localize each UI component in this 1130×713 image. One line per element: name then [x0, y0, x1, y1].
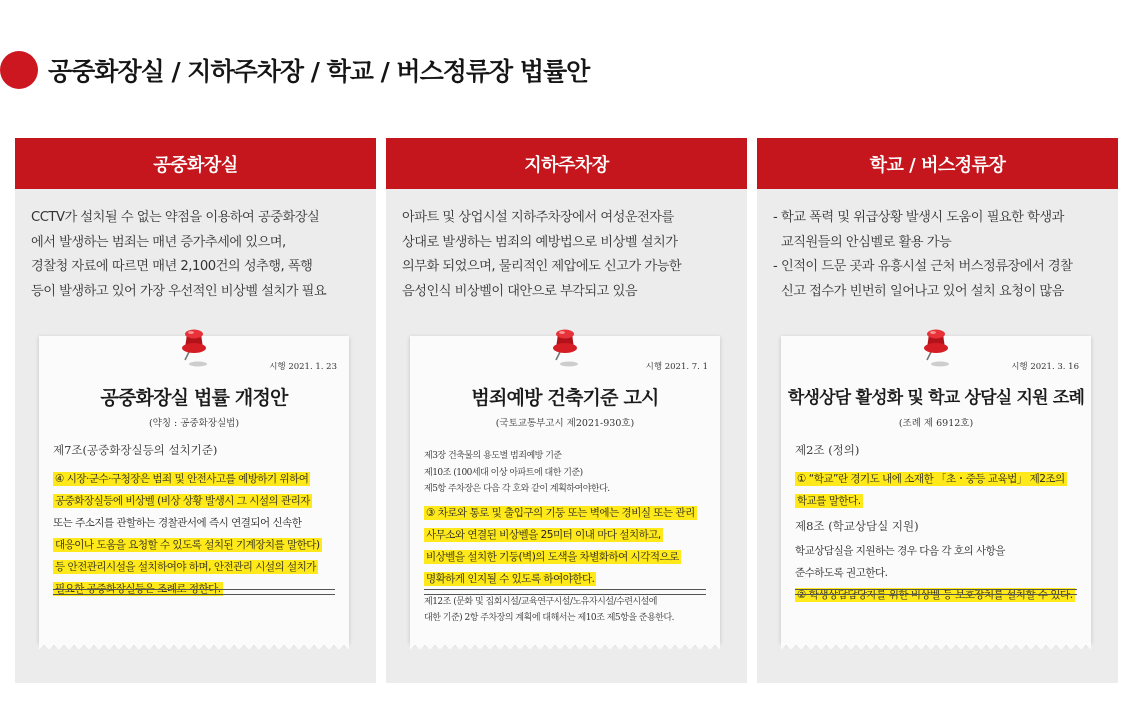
document-subtitle: (국토교통부고시 제2021-930호): [495, 418, 635, 429]
article-heading: 제8조 (학교상담실 지원): [795, 519, 919, 533]
push-pin-icon: [916, 326, 956, 368]
highlighted-text: 학교를 말한다.: [797, 495, 861, 507]
highlighted-text: 명확하게 인지될 수 있도록 하여야한다.: [426, 572, 595, 585]
clause-line: [795, 584, 1081, 606]
description-line: CCTV가 설치될 수 없는 약점을 이용하여 공중화장실: [31, 210, 320, 225]
double-rule: [53, 589, 335, 595]
highlighted-text: 공중화장실등에 비상벨 (비상 상황 발생시 그 시설의 관리자: [55, 495, 310, 507]
clause-line: [424, 502, 710, 524]
description-line: 아파트 및 상업시설 지하주차장에서 여성운전자를: [402, 210, 674, 225]
description-line: - 학교 폭력 및 위급상황 발생시 도움이 필요한 학생과: [773, 210, 1064, 225]
clause-line: [53, 534, 339, 556]
clause-line: 제12조 (문화 및 집회시설/교육연구시설/노유자시설/수련시설에: [424, 596, 657, 607]
highlighted-text: ④ 시장·군수·구청장은 범죄 및 안전사고를 예방하기 위하여: [55, 473, 309, 485]
highlighted-text: 필요한 공중화장실등은 조례로 정한다.: [55, 583, 221, 595]
description-line: 경찰청 자료에 따르면 매년 2,100건의 성추행, 폭행: [31, 259, 313, 274]
clause-line: 대한 기준) 2항 주차장의 계획에 대해서는 제10조 제5항을 준용한다.: [424, 613, 675, 623]
clause-line: [795, 468, 1081, 490]
effective-date: 시행 2021. 7. 1: [645, 362, 708, 372]
clause-line: [424, 546, 710, 568]
push-pin-icon: [174, 326, 214, 368]
red-circle-icon: [0, 51, 38, 89]
article-heading: 제7조(공중화장실등의 설치기준): [53, 443, 218, 457]
document-body: [53, 442, 339, 600]
double-rule: [795, 589, 1077, 595]
document-body: [424, 448, 710, 627]
document-title: 학생상담 활성화 및 학교 상담실 지원 조례: [787, 388, 1085, 408]
clause-line: [424, 524, 710, 546]
highlighted-text: ③ 차로와 통로 및 출입구의 기둥 또는 벽에는 경비실 또는 관리: [426, 506, 695, 519]
column-school-bus-stop: [757, 138, 1118, 683]
description-line: 교직원들의 안심벨로 활용 가능: [781, 234, 952, 250]
description-line: 신고 접수가 빈번히 일어나고 있어 설치 요청이 많음: [781, 283, 1064, 299]
description-line: 의무화 되었으며, 물리적인 제압에도 신고가 가능한: [402, 259, 682, 274]
clause-line: [53, 556, 339, 578]
double-rule: [424, 589, 706, 595]
highlighted-text: 대응이나 도움을 요청할 수 있도록 설치된 기계장치를 말한다): [55, 539, 320, 551]
column-description: [386, 189, 747, 301]
page-header: [0, 48, 589, 92]
clause-line: [53, 468, 339, 490]
description-line: 음성인식 비상벨이 대안으로 부각되고 있음: [402, 283, 638, 299]
column-description: [15, 189, 376, 301]
highlighted-text: ① “학교”란 경기도 내에 소재한 「초・중등 교육법」 제2조의: [797, 473, 1065, 485]
clause-line: [424, 568, 710, 590]
document-title: 범죄예방 건축기준 고시: [471, 387, 659, 409]
clause-line: 준수하도록 권고한다.: [795, 567, 888, 579]
description-line: 에서 발생하는 범죄는 매년 증가추세에 있으며,: [31, 234, 286, 250]
clause-line: 또는 주소지를 관할하는 경찰관서에 즉시 연결되어 신속한: [53, 517, 302, 529]
document-title: 공중화장실 법률 개정안: [100, 387, 288, 409]
document-subtitle: (약칭 : 공중화장실법): [148, 418, 240, 429]
document-subtitle: (조례 제 6912호): [898, 418, 974, 429]
clause-line: 제5항 주차장은 다음 각 호와 같이 계획하여야한다.: [424, 484, 610, 494]
law-document-card: [410, 336, 720, 643]
highlighted-text: 비상벨을 설치한 기둥(벽)의 도색을 차별화하여 시각적으로: [426, 550, 679, 563]
clause-line: [53, 490, 339, 512]
column-heading: 공중화장실: [15, 138, 376, 189]
clause-line: 제3장 건축물의 용도별 범죄예방 기준: [424, 451, 562, 461]
column-underground-parking: [386, 138, 747, 683]
law-document-card: [781, 336, 1091, 643]
highlighted-text: 사무소와 연결된 비상벨을 25미터 이내 마다 설치하고,: [426, 528, 661, 541]
column-heading: 학교 / 버스정류장: [757, 138, 1118, 189]
clause-line: 제10조 (100세대 이상 아파트에 대한 기준): [424, 467, 583, 478]
description-line: - 인적이 드문 곳과 유흥시설 근처 버스정류장에서 경찰: [773, 259, 1073, 274]
column-public-restroom: [15, 138, 376, 683]
description-line: 등이 발생하고 있어 가장 우선적인 비상벨 설치가 필요: [31, 283, 327, 299]
effective-date: 시행 2021. 1. 23: [269, 362, 337, 372]
highlighted-text: 등 안전관리시설을 설치하여야 하며, 안전관리 시설의 설치가: [55, 561, 316, 573]
clause-line: 학교상담실을 지원하는 경우 다음 각 호의 사항을: [795, 545, 1005, 557]
effective-date: 시행 2021. 3. 16: [1011, 362, 1079, 372]
page-title: 공중화장실 / 지하주차장 / 학교 / 버스정류장 법률안: [48, 57, 590, 86]
push-pin-icon: [545, 326, 585, 368]
column-description: [757, 189, 1118, 301]
highlighted-text: ② 학생상담담당자를 위한 비상벨 등 보호장치를 설치할 수 있다.: [797, 589, 1073, 601]
document-body: [795, 442, 1081, 606]
description-line: 상대로 발생하는 범죄의 예방법으로 비상벨 설치가: [402, 234, 678, 250]
column-heading: 지하주차장: [386, 138, 747, 189]
clause-line: [795, 490, 1081, 512]
article-heading: 제2조 (정의): [795, 443, 860, 457]
law-document-card: [39, 336, 349, 643]
